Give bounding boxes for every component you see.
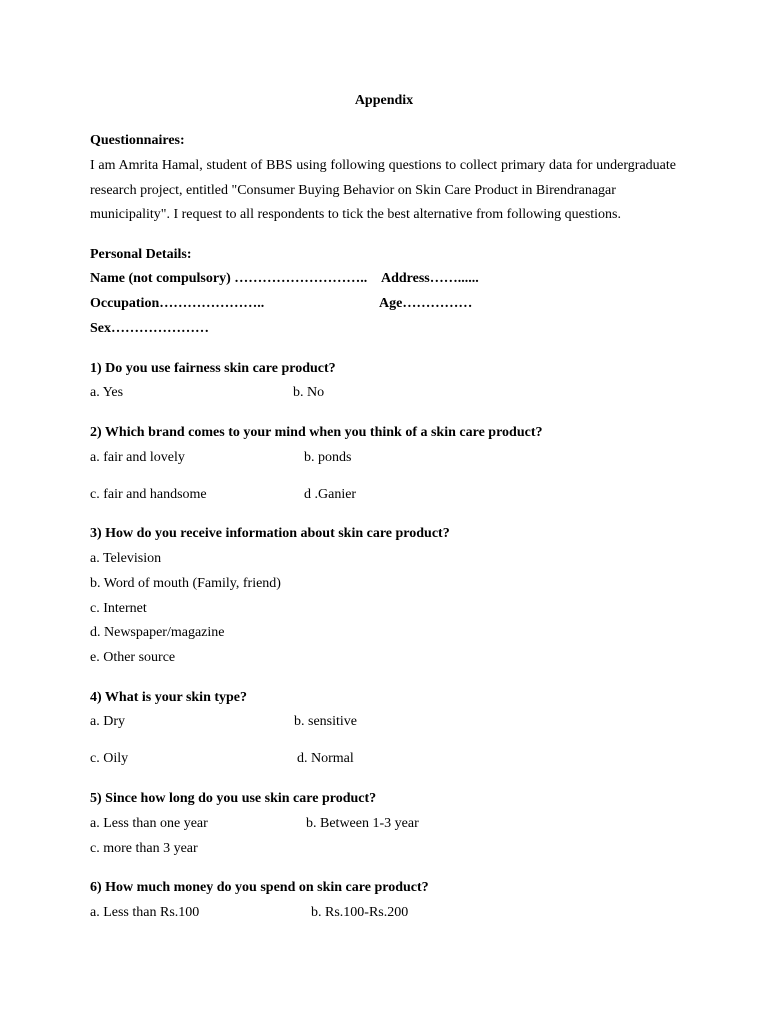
occupation-field: Occupation………………….. bbox=[90, 296, 265, 311]
q4-option-c: c. Oily bbox=[90, 751, 129, 766]
intro-line-1: I am Amrita Hamal, student of BBS using following questions to collect primary data for undergraduate bbox=[90, 158, 676, 173]
q4-option-b: b. sensitive bbox=[294, 714, 357, 729]
page-title: Appendix bbox=[354, 93, 414, 108]
question-6: 6) How much money do you spend on skin care product? bbox=[90, 880, 429, 895]
q4-option-d: d. Normal bbox=[297, 751, 354, 766]
q2-option-c: c. fair and handsome bbox=[90, 487, 207, 502]
intro-line-3: municipality". I request to all respondents to tick the best alternative from following questions. bbox=[90, 207, 621, 222]
intro-paragraph bbox=[90, 154, 676, 228]
question-4: 4) What is your skin type? bbox=[90, 690, 248, 705]
q3-option-a: a. Television bbox=[90, 551, 162, 566]
question-2: 2) Which brand comes to your mind when you think of a skin care product? bbox=[90, 425, 543, 440]
address-field: Address……...... bbox=[381, 271, 479, 286]
questionnaires-heading: Questionnaires: bbox=[90, 133, 185, 148]
q5-option-c: c. more than 3 year bbox=[90, 841, 198, 856]
personal-details-heading: Personal Details: bbox=[90, 247, 192, 262]
q6-option-a: a. Less than Rs.100 bbox=[90, 905, 200, 920]
question-1: 1) Do you use fairness skin care product? bbox=[90, 361, 336, 376]
q2-option-a: a. fair and lovely bbox=[90, 450, 185, 465]
question-5: 5) Since how long do you use skin care product? bbox=[90, 791, 377, 806]
q1-option-b: b. No bbox=[293, 385, 325, 400]
q5-option-a: a. Less than one year bbox=[90, 816, 208, 831]
q3-option-c: c. Internet bbox=[90, 601, 147, 616]
q2-option-b: b. ponds bbox=[304, 450, 352, 465]
q5-option-b: b. Between 1-3 year bbox=[306, 816, 419, 831]
q4-option-a: a. Dry bbox=[90, 714, 125, 729]
name-field: Name (not compulsory) ……………………….. bbox=[90, 271, 368, 286]
intro-line-2: research project, entitled "Consumer Buying Behavior on Skin Care Product in Birendranagar bbox=[90, 182, 616, 198]
question-3: 3) How do you receive information about skin care product? bbox=[90, 526, 450, 541]
q1-option-a: a. Yes bbox=[90, 385, 124, 400]
age-field: Age…………… bbox=[379, 296, 473, 311]
sex-field: Sex………………… bbox=[90, 321, 209, 336]
q3-option-e: e. Other source bbox=[90, 650, 176, 665]
q2-option-d: d .Ganier bbox=[304, 487, 357, 502]
q3-option-b: b. Word of mouth (Family, friend) bbox=[90, 576, 281, 591]
q6-option-b: b. Rs.100-Rs.200 bbox=[311, 905, 409, 920]
q3-option-d: d. Newspaper/magazine bbox=[90, 625, 225, 640]
